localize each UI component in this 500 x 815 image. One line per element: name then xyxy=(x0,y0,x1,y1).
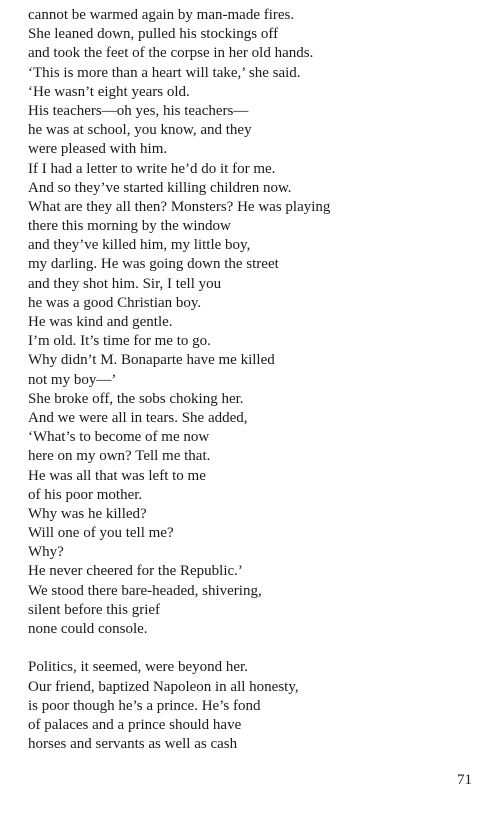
poem-line: not my boy—’ xyxy=(28,371,117,388)
poem-line: Politics, it seemed, were beyond her. xyxy=(28,659,248,676)
poem-line: ‘What’s to become of me now xyxy=(28,429,210,446)
poem-line: were pleased with him. xyxy=(28,141,168,158)
poem-line: Why? xyxy=(28,544,64,561)
page-number: 71 xyxy=(457,772,472,788)
poem-line: Why didn’t M. Bonaparte have me killed xyxy=(28,352,275,369)
poem-line: He was all that was left to me xyxy=(28,467,206,484)
poem-line: She broke off, the sobs choking her. xyxy=(28,390,244,407)
poem-line: he was a good Christian boy. xyxy=(28,294,202,311)
poem-body xyxy=(28,6,478,754)
poem-line: he was at school, you know, and they xyxy=(28,122,252,139)
poem-line: of palaces and a prince should have xyxy=(28,716,242,733)
stanza xyxy=(28,6,478,639)
poem-line: and they’ve killed him, my little boy, xyxy=(28,237,251,254)
poem-line: ‘This is more than a heart will take,’ she said. xyxy=(28,64,301,81)
poem-line: and took the feet of the corpse in her old hands. xyxy=(28,45,314,62)
poem-line: there this morning by the window xyxy=(28,218,231,235)
poem-line: cannot be warmed again by man-made fires. xyxy=(28,7,295,23)
poem-line: If I had a letter to write he’d do it for me. xyxy=(28,160,276,177)
poem-line: here on my own? Tell me that. xyxy=(28,448,211,465)
poem-line: His teachers—oh yes, his teachers— xyxy=(28,102,249,119)
poem-line: And so they’ve started killing children now. xyxy=(28,179,292,196)
poem-line: What are they all then? Monsters? He was playing xyxy=(28,198,331,215)
poem-line: is poor though he’s a prince. He’s fond xyxy=(28,697,261,714)
poem-line: Our friend, baptized Napoleon in all honesty, xyxy=(28,678,299,695)
poem-line: She leaned down, pulled his stockings off xyxy=(28,26,279,43)
poem-line: I’m old. It’s time for me to go. xyxy=(28,333,211,350)
poem-line: my darling. He was going down the street xyxy=(28,256,279,273)
poem-line: horses and servants as well as cash xyxy=(28,736,238,753)
poem-line: We stood there bare-headed, shivering, xyxy=(28,582,262,599)
poem-line: of his poor mother. xyxy=(28,486,143,503)
stanza xyxy=(28,658,478,754)
poem-line: Why was he killed? xyxy=(28,505,147,522)
poem-line: none could console. xyxy=(28,621,148,637)
poem-line: Will one of you tell me? xyxy=(28,525,174,542)
poem-line: and they shot him. Sir, I tell you xyxy=(28,275,222,292)
poem-line: silent before this grief xyxy=(28,601,161,618)
poem-line: He never cheered for the Republic.’ xyxy=(28,563,243,580)
poem-line: And we were all in tears. She added, xyxy=(28,409,248,426)
poem-line: ‘He wasn’t eight years old. xyxy=(28,83,190,100)
poem-line: He was kind and gentle. xyxy=(28,314,173,330)
